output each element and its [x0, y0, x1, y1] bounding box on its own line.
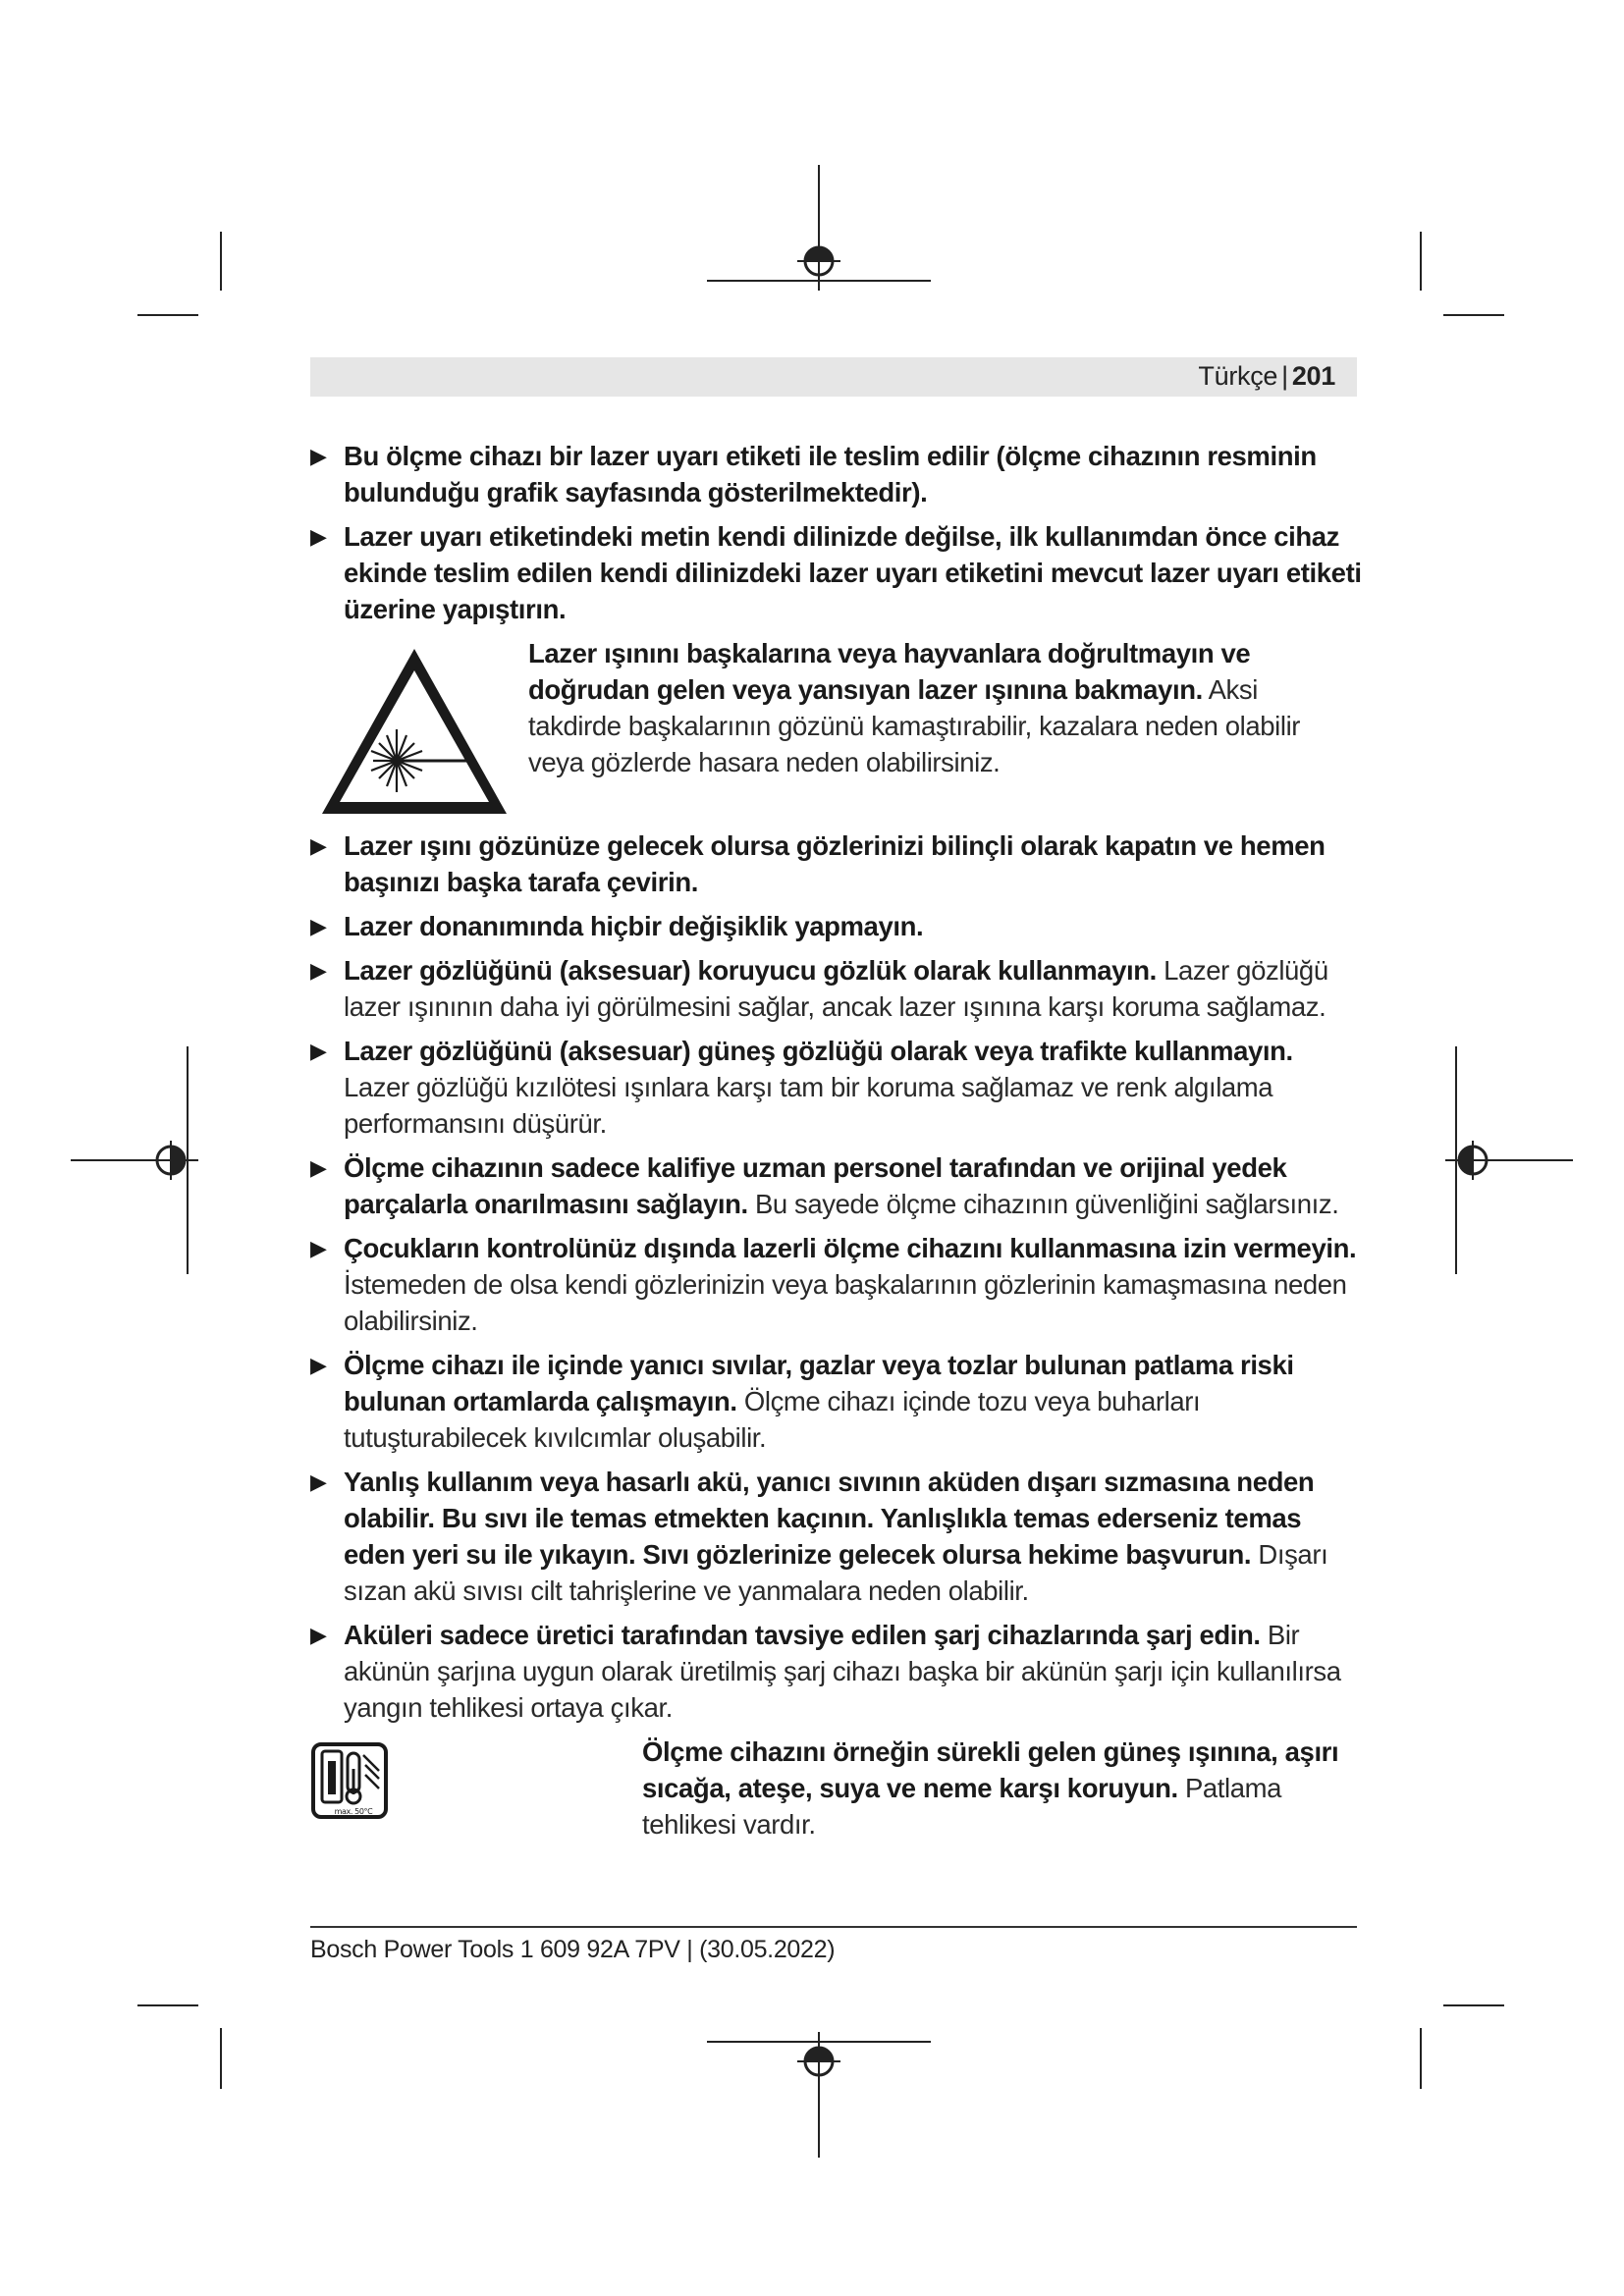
bullet-arrow-icon: ▶: [310, 1469, 327, 1494]
list-item: [310, 952, 1363, 1025]
list-item: [310, 1617, 1363, 1726]
crop-mark: [1443, 314, 1504, 316]
list-item: [310, 1033, 1363, 1142]
warning-bold-text: Ölçme cihazı ile içinde yanıcı sıvılar, gazlar veya tozlar bulunan patlama riski bulunan ortamlarda çalışmayın.: [344, 1350, 1294, 1416]
page-number: 201: [1291, 361, 1335, 391]
bullet-arrow-icon: ▶: [310, 524, 327, 549]
crop-mark: [1420, 232, 1422, 291]
warning-normal-text: Patlama tehlikesi vardır.: [642, 1773, 1282, 1840]
page-footer: Bosch Power Tools 1 609 92A 7PV | (30.05.2022): [310, 1936, 836, 1963]
warning-normal-text: Bir akünün şarjına uygun olarak üretilmiş şarj cihazı başka bir akünün şarjı için kullanılırsa yangın tehlikesi ortaya çıkar.: [344, 1620, 1341, 1723]
bullet-arrow-icon: ▶: [310, 1623, 327, 1647]
bullet-arrow-icon: ▶: [310, 1039, 327, 1063]
list-item: [310, 828, 1363, 900]
bullet-arrow-icon: ▶: [310, 833, 327, 858]
list-item: [310, 1347, 1363, 1456]
warning-normal-text: Dışarı sızan akü sıvısı cilt tahrişlerine ve yanmalara neden olabilir.: [344, 1539, 1328, 1606]
registration-mark-icon: [703, 1993, 935, 2158]
laser-warning-triangle-icon: [318, 645, 511, 818]
crop-mark: [220, 2028, 222, 2089]
registration-mark-icon: [71, 1129, 198, 1192]
warning-bold-text: Lazer donanımında hiçbir değişiklik yapmayın.: [344, 911, 924, 941]
footer-divider: [310, 1926, 1357, 1928]
list-item: [310, 518, 1363, 627]
list-item: [310, 908, 1363, 944]
crop-mark: [1443, 2004, 1504, 2006]
page-header: [310, 357, 1357, 397]
laser-warning-block: [310, 635, 1363, 818]
warning-bold-text: Aküleri sadece üretici tarafından tavsiye edilen şarj cihazlarında şarj edin.: [344, 1620, 1261, 1650]
warning-bold-text: Bu ölçme cihazı bir lazer uyarı etiketi ile teslim edilir (ölçme cihazının resminin bulunduğu grafik sayfasında gösterilmektedir).: [344, 441, 1317, 507]
crop-mark: [1420, 2028, 1422, 2089]
document-body: [310, 438, 1363, 1842]
warning-bold-text: Lazer ışını gözünüze gelecek olursa gözlerinizi bilinçli olarak kapatın ve hemen başınızı başka tarafa çevirin.: [344, 830, 1326, 897]
warning-normal-text: Lazer gözlüğü lazer ışınının daha iyi görülmesini sağlar, ancak lazer ışınına karşı koruma sağlamaz.: [344, 955, 1328, 1022]
warning-bold-text: Çocukların kontrolünüz dışında lazerli ölçme cihazını kullanmasına izin vermeyin.: [344, 1233, 1357, 1263]
crop-mark: [137, 2004, 198, 2006]
warning-normal-text: Aksi takdirde başkalarının gözünü kamaştırabilir, kazalara neden olabilir veya gözlerde hasara neden olabilirsiniz.: [528, 674, 1301, 777]
bullet-arrow-icon: ▶: [310, 1155, 327, 1180]
header-text: [1198, 361, 1335, 392]
warning-normal-text: Bu sayede ölçme cihazının güvenliğini sağlarsınız.: [747, 1189, 1339, 1219]
header-separator: |: [1281, 361, 1288, 391]
temperature-warning-icon: [310, 1741, 389, 1820]
temperature-limit-label: max. 50°C: [334, 1807, 373, 1816]
laser-warning-text: [528, 635, 1353, 780]
bullet-arrow-icon: ▶: [310, 444, 327, 468]
registration-mark-icon: [1445, 1129, 1573, 1192]
warning-bold-text: Ölçme cihazını örneğin sürekli gelen güneş ışınına, aşırı sıcağa, ateşe, suya ve neme karşı koruyun.: [642, 1736, 1339, 1803]
warning-bold-text: Lazer ışınını başkalarına veya hayvanlara doğrultmayın ve doğrudan gelen veya yansıyan lazer ışınına bakmayın.: [528, 638, 1251, 705]
bullet-arrow-icon: ▶: [310, 958, 327, 983]
registration-mark-icon: [703, 165, 935, 330]
warning-bold-text: Yanlış kullanım veya hasarlı akü, yanıcı sıvının aküden dışarı sızmasına neden olabilir. Bu sıvı ile temas etmekten kaçının. Yanlışlıkla temas ederseniz temas eden yeri su ile yıkayın. Sıvı gözlerinize gelecek olursa hekime başvurun.: [344, 1467, 1315, 1570]
list-item: [310, 1464, 1363, 1609]
bullet-arrow-icon: ▶: [310, 1236, 327, 1260]
warning-bold-text: Ölçme cihazının sadece kalifiye uzman personel tarafından ve orijinal yedek parçalarla onarılmasını sağlayın.: [344, 1152, 1287, 1219]
bullet-arrow-icon: ▶: [310, 1353, 327, 1377]
warning-bold-text: Lazer uyarı etiketindeki metin kendi dilinizde değilse, ilk kullanımdan önce cihaz ekinde teslim edilen kendi dilinizdeki lazer uyarı etiketini mevcut lazer uyarı etiketi üzerine yapıştırın.: [344, 521, 1362, 624]
list-item: [310, 438, 1363, 510]
bullet-arrow-icon: ▶: [310, 914, 327, 938]
temperature-warning-block: [310, 1734, 1363, 1842]
temperature-warning-text: [642, 1734, 1339, 1842]
crop-mark: [137, 314, 198, 316]
warning-normal-text: Lazer gözlüğü kızılötesi ışınlara karşı tam bir koruma sağlamaz ve renk algılama performansını düşürür.: [344, 1072, 1273, 1139]
warning-normal-text: İstemeden de olsa kendi gözlerinizin veya başkalarının gözlerinin kamaşmasına neden olabilirsiniz.: [344, 1269, 1347, 1336]
header-language: Türkçe: [1198, 361, 1278, 391]
crop-mark: [220, 232, 222, 291]
list-item: [310, 1149, 1363, 1222]
warning-bold-text: Lazer gözlüğünü (aksesuar) güneş gözlüğü olarak veya trafikte kullanmayın.: [344, 1036, 1293, 1066]
warning-normal-text: Ölçme cihazı içinde tozu veya buharları tutuşturabilecek kıvılcımlar oluşabilir.: [344, 1386, 1201, 1453]
list-item: [310, 1230, 1363, 1339]
warning-bold-text: Lazer gözlüğünü (aksesuar) koruyucu gözlük olarak kullanmayın.: [344, 955, 1157, 986]
